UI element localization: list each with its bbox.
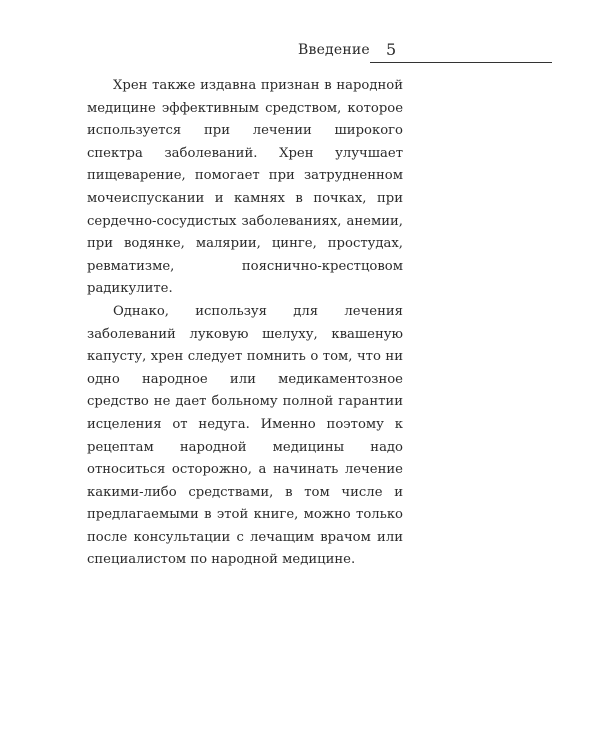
header-rule xyxy=(370,62,552,63)
page-number: 5 xyxy=(386,40,397,59)
paragraph-horseradish: Хрен также издавна признан в народной медицине эффективным средством, которое используется при лечении широкого спектра заболеваний. Хрен улучшает пищеварение, помогает при затрудненном мочеиспускании и камнях в почках, при сердечно-сосудистых заболеваниях, анемии, при водянке, малярии, цинге, простудах, ревматизме, пояснично-крестцовом радикулите. xyxy=(87,78,403,297)
paragraph-caution: Однако, используя для лечения заболеваний луковую шелуху, квашеную капусту, хрен следует помнить о том, что ни одно народное или медикаментозное средство не дает больному полной гарантии исцеления от недуга. Именно поэтому к рецептам народной медицины надо относиться осторожно, а начинать лечение какими-либо средствами, в том числе и предлагаемыми в этой книге, можно только после консультации с лечащим врачом или специалистом по народной медицине. xyxy=(87,303,403,568)
running-header xyxy=(298,40,552,64)
section-title: Введение xyxy=(298,42,370,58)
body-text xyxy=(87,75,403,572)
